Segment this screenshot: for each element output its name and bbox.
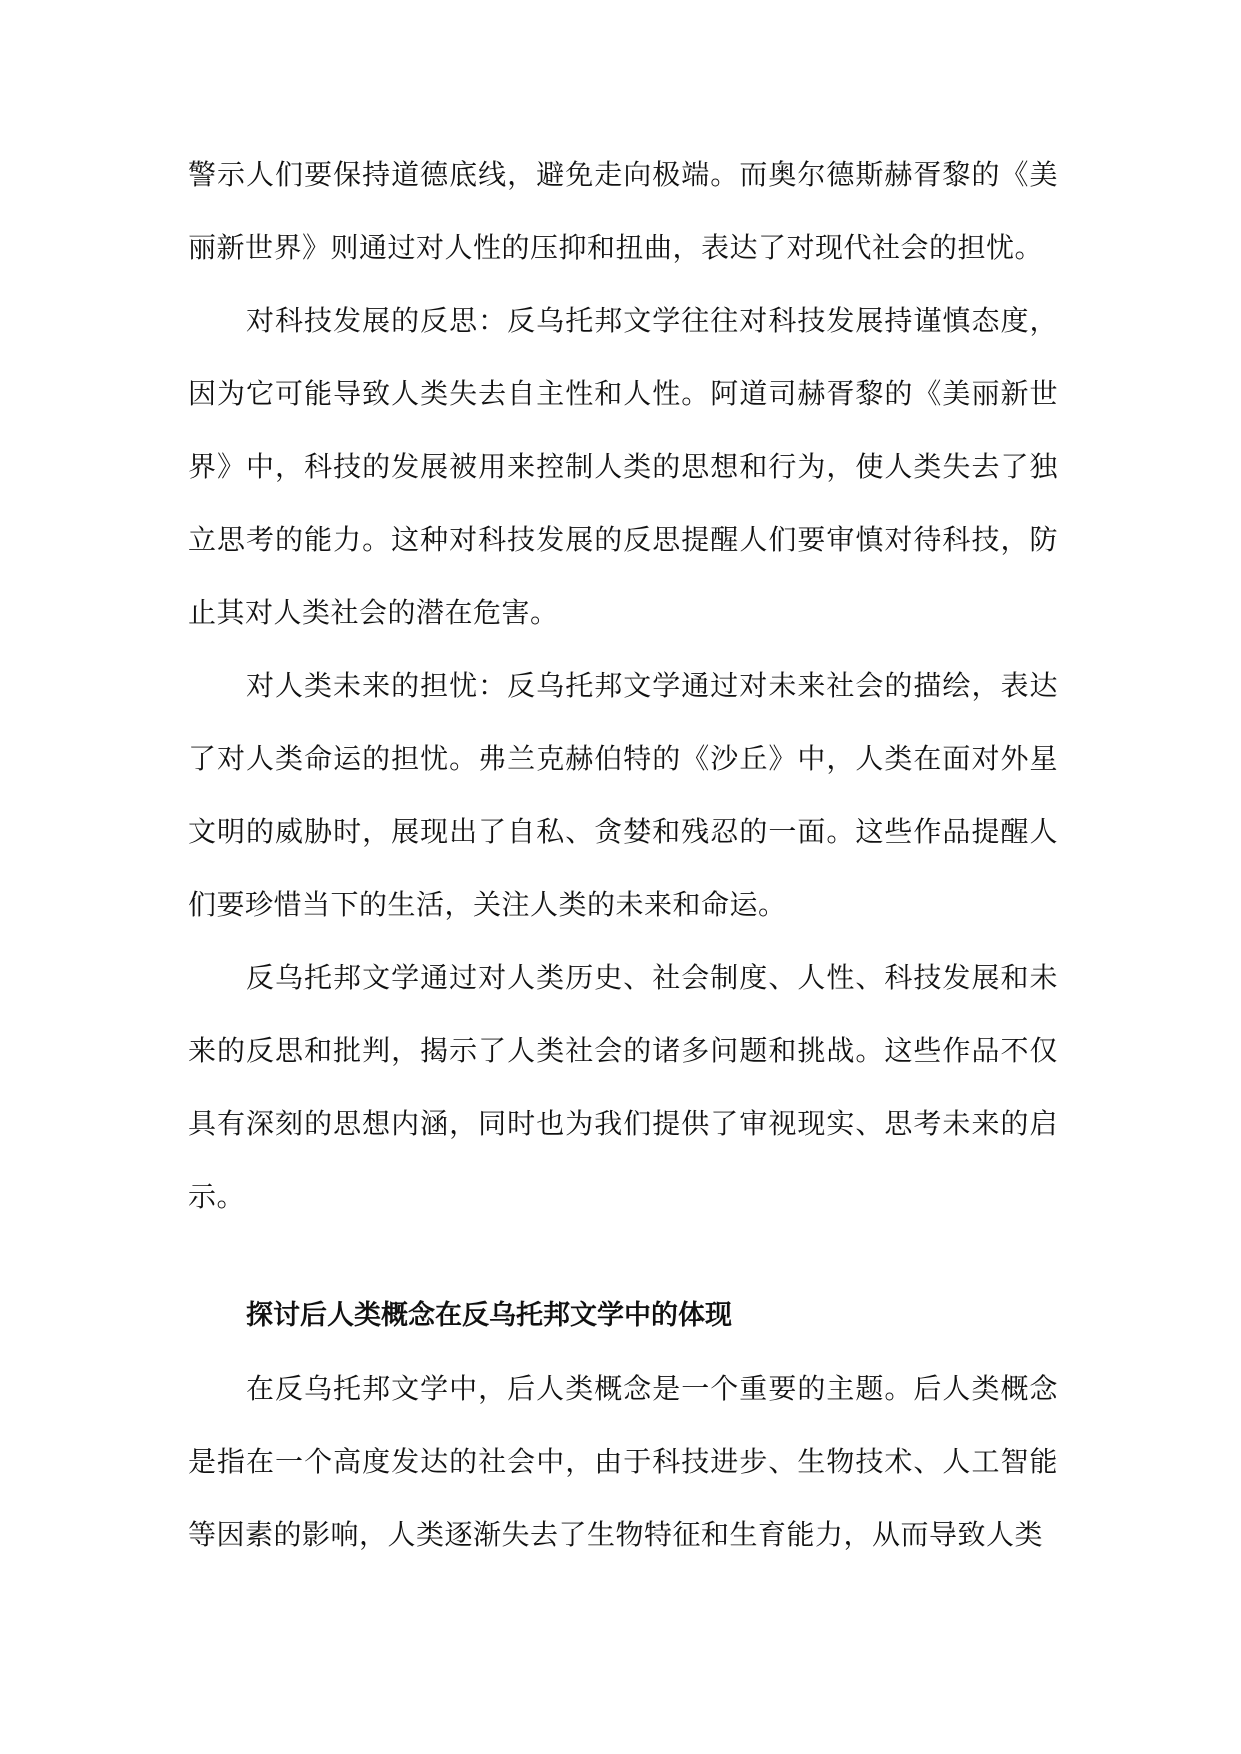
paragraph-continuation: 警示人们要保持道德底线，避免走向极端。而奥尔德斯赫胥黎的《美丽新世界》则通过对人性的压抑和扭曲，表达了对现代社会的担忧。 [188,158,1058,264]
paragraph-summary: 反乌托邦文学通过对人类历史、社会制度、人性、科技发展和未来的反思和批判，揭示了人类社会的诸多问题和挑战。这些作品不仅具有深刻的思想内涵，同时也为我们提供了审视现实、思考未来的启示。 [188,961,1058,1213]
paragraph-posthuman: 在反乌托邦文学中，后人类概念是一个重要的主题。后人类概念是指在一个高度发达的社会中，由于科技进步、生物技术、人工智能等因素的影响，人类逐渐失去了生物特征和生育能力，从而导致人类 [188,1372,1058,1551]
paragraph-future-concern: 对人类未来的担忧：反乌托邦文学通过对未来社会的描绘，表达了对人类命运的担忧。弗兰克赫伯特的《沙丘》中，人类在面对外星文明的威胁时，展现出了自私、贪婪和残忍的一面。这些作品提醒人们要珍惜当下的生活，关注人类的未来和命运。 [188,669,1058,921]
body-text [188,138,1058,1571]
paragraph-tech-reflection: 对科技发展的反思：反乌托邦文学往往对科技发展持谨慎态度，因为它可能导致人类失去自主性和人性。阿道司赫胥黎的《美丽新世界》中，科技的发展被用来控制人类的思想和行为，使人类失去了独立思考的能力。这种对科技发展的反思提醒人们要审慎对待科技，防止其对人类社会的潜在危害。 [188,304,1058,629]
section-heading: 探讨后人类概念在反乌托邦文学中的体现 [246,1300,732,1331]
